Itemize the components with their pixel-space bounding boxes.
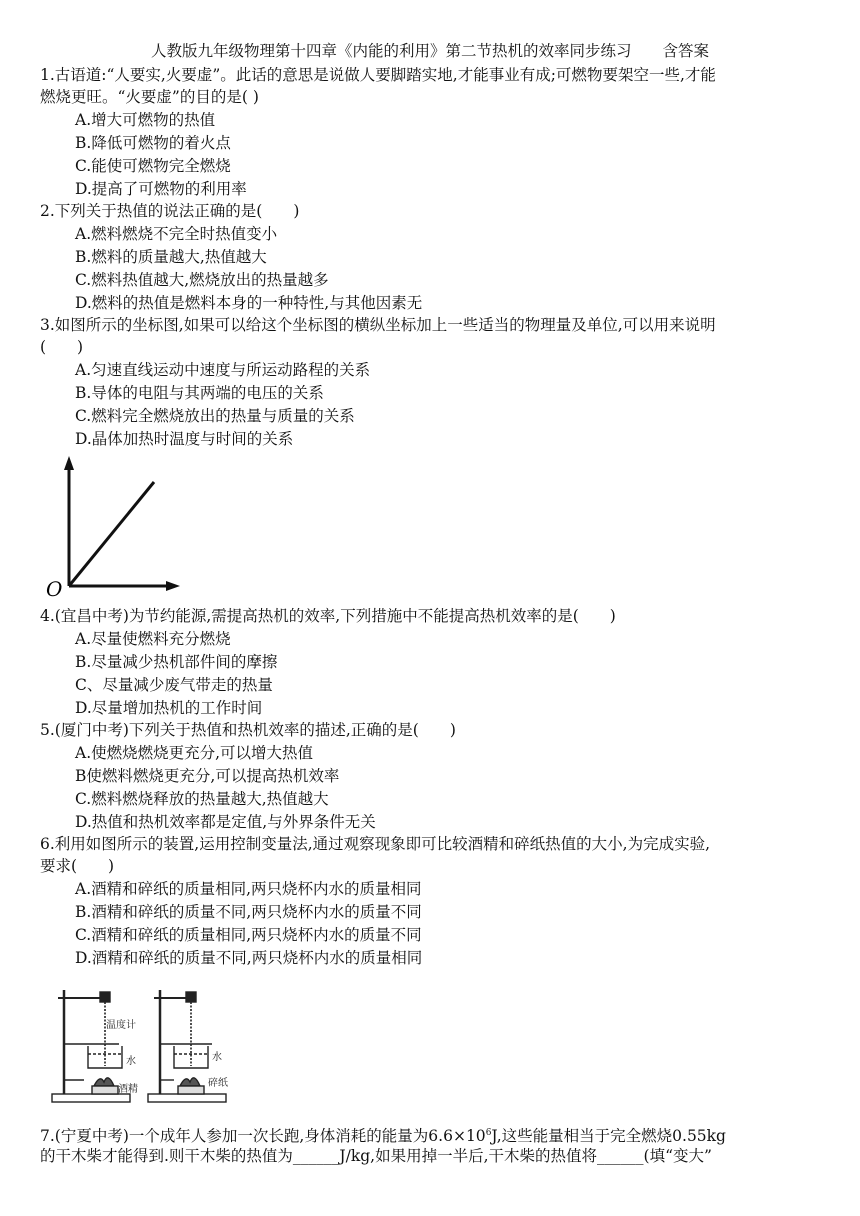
fuel-label-left: 酒精 [118, 1084, 138, 1095]
right-flame-icon [180, 1078, 200, 1086]
question-3-option-c: C.燃料完全燃烧放出的热量与质量的关系 [75, 407, 355, 425]
question-3-stem-line1: 3.如图所示的坐标图,如果可以给这个坐标图的横纵坐标加上一些适当的物理量及单位,可以用来说明 [40, 316, 716, 334]
coordinate-graph-figure [44, 452, 184, 598]
question-6-option-d: D.酒精和碎纸的质量不同,两只烧杯内水的质量相同 [75, 949, 423, 967]
question-7-part2: J,这些能量相当于完全燃烧0.55kg [491, 1127, 726, 1146]
question-2-stem: 2.下列关于热值的说法正确的是( ) [40, 202, 300, 220]
question-2-option-a: A.燃料燃烧不完全时热值变小 [75, 225, 278, 243]
heating-apparatus-figure [44, 982, 244, 1106]
question-5-option-a: A.使燃烧燃烧更充分,可以增大热值 [75, 744, 314, 762]
question-1-option-c: C.能使可燃物完全燃烧 [75, 157, 231, 175]
question-3-option-d: D.晶体加热时温度与时间的关系 [75, 430, 294, 448]
origin-label: O [46, 577, 63, 598]
thermometer-label: 温度计 [106, 1020, 136, 1031]
question-6-stem-line1: 6.利用如图所示的装置,运用控制变量法,通过观察现象即可比较酒精和碎纸热值的大小,为完成实验, [40, 835, 710, 853]
question-4-option-b: B.尽量减少热机部件间的摩擦 [75, 653, 278, 671]
right-clamp [186, 992, 196, 1002]
question-7-stem-line2: 的干木柴才能得到.则干木柴的热值为______J/kg,如果用掉一半后,干木柴的热值将______(填“变大” [40, 1147, 712, 1165]
question-1-option-d: D.提高了可燃物的利用率 [75, 180, 247, 198]
question-5-option-c: C.燃料燃烧释放的热量越大,热值越大 [75, 790, 329, 808]
question-2-option-d: D.燃料的热值是燃料本身的一种特性,与其他因素无 [75, 294, 423, 312]
right-stand-base [148, 1094, 226, 1102]
page-title: 人教版九年级物理第十四章《内能的利用》第二节热机的效率同步练习 含答案 [150, 42, 709, 60]
question-7-part1: 7.(宁夏中考)一个成年人参加一次长跑,身体消耗的能量为6.6×10 [40, 1127, 486, 1146]
question-1-option-b: B.降低可燃物的着火点 [75, 134, 231, 152]
question-5-option-d: D.热值和热机效率都是定值,与外界条件无关 [75, 813, 376, 831]
question-2-option-c: C.燃料热值越大,燃烧放出的热量越多 [75, 271, 329, 289]
y-axis-arrow-icon [64, 456, 74, 470]
question-4-stem: 4.(宜昌中考)为节约能源,需提高热机的效率,下列措施中不能提高热机效率的是( ) [40, 607, 616, 625]
question-4-option-a: A.尽量使燃料充分燃烧 [75, 630, 231, 648]
question-6-option-c: C.酒精和碎纸的质量相同,两只烧杯内水的质量不同 [75, 926, 422, 944]
question-5-option-b: B使燃料燃烧更充分,可以提高热机效率 [75, 767, 340, 785]
question-6-option-a: A.酒精和碎纸的质量相同,两只烧杯内水的质量相同 [75, 880, 422, 898]
question-1-option-a: A.增大可燃物的热值 [75, 111, 216, 129]
water-label-left: 水 [126, 1056, 136, 1067]
right-burner [178, 1086, 204, 1094]
fuel-label-right: 碎纸 [208, 1078, 228, 1089]
coordinate-graph [44, 452, 184, 598]
left-stand-base [52, 1094, 130, 1102]
question-5-stem: 5.(厦门中考)下列关于热值和热机效率的描述,正确的是( ) [40, 721, 456, 739]
apparatus-diagram [44, 982, 244, 1106]
question-7-exponent: 6 [485, 1128, 492, 1138]
question-2-option-b: B.燃料的质量越大,热值越大 [75, 248, 267, 266]
proportional-line [69, 482, 154, 586]
question-6-option-b: B.酒精和碎纸的质量不同,两只烧杯内水的质量不同 [75, 903, 422, 921]
question-3-option-b: B.导体的电阻与其两端的电压的关系 [75, 384, 324, 402]
question-1-stem-line1: 1.古语道:“人要实,火要虚”。此话的意思是说做人要脚踏实地,才能事业有成;可燃物要架空一些,才能 [40, 66, 716, 84]
question-7-stem-line1 [40, 1122, 726, 1147]
left-burner [92, 1086, 118, 1094]
question-3-option-a: A.匀速直线运动中速度与所运动路程的关系 [75, 361, 371, 379]
question-4-option-d: D.尽量增加热机的工作时间 [75, 699, 263, 717]
question-1-stem-line2: 燃烧更旺。“火要虚”的目的是( ) [40, 88, 259, 106]
question-3-stem-line2: ( ) [40, 338, 84, 356]
left-clamp [100, 992, 110, 1002]
left-flame-icon [94, 1078, 114, 1086]
x-axis-arrow-icon [166, 581, 180, 591]
question-4-option-c: C、尽量减少废气带走的热量 [75, 676, 273, 694]
water-label-right: 水 [212, 1052, 222, 1063]
question-6-stem-line2: 要求( ) [40, 857, 115, 875]
